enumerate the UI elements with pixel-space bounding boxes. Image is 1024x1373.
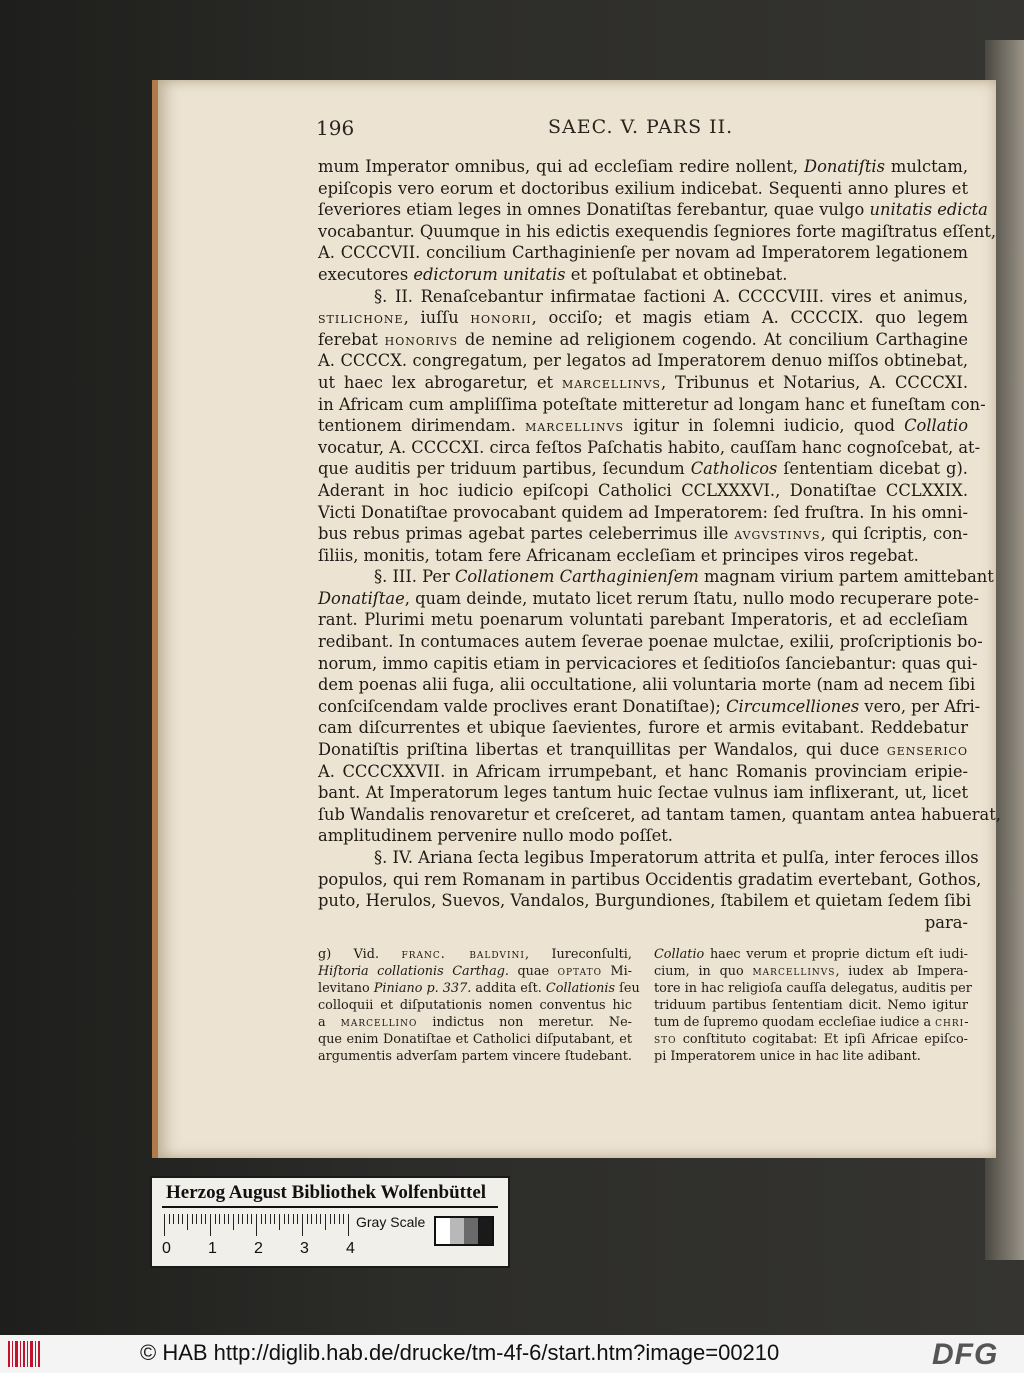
body-line bbox=[318, 739, 968, 761]
text-run: para- bbox=[924, 912, 968, 932]
text-run: ſententiam dicebat g). bbox=[777, 459, 968, 479]
italic-term: Collatio bbox=[904, 416, 968, 436]
text-run: mum Imperator omnibus, qui ad eccleſiam redire nollent, bbox=[318, 157, 805, 176]
fn-right-line bbox=[654, 997, 968, 1014]
text-run: et poſtulabat et obtinebat. bbox=[565, 264, 788, 284]
text-run: conſciſcendam valde proclives erant Donatiſtae); bbox=[318, 696, 727, 716]
italic-term: edictorum unitatis bbox=[413, 264, 566, 284]
ruler-tick bbox=[196, 1214, 197, 1224]
body-line bbox=[318, 847, 979, 869]
body-line bbox=[318, 653, 978, 675]
body-line bbox=[318, 545, 968, 567]
barcode-bar bbox=[30, 1341, 33, 1367]
text-run: tentionem dirimendam. bbox=[318, 416, 526, 436]
body-line bbox=[318, 286, 968, 308]
text-run: §. IV. Ariana ſecta legibus Imperatorum attrita et pulſa, inter feroces illos bbox=[374, 848, 979, 867]
text-run: A. CCCCXXVII. in Africam irrumpebant, et hanc Romanis provinciam eripie- bbox=[318, 761, 968, 781]
fn-right-line bbox=[654, 1031, 968, 1048]
ruler-tick bbox=[293, 1214, 294, 1224]
body-line bbox=[318, 869, 982, 891]
text-run: populos, qui rem Romanam in partibus Occidentis gradatim evertebant, Gothos, bbox=[318, 869, 982, 889]
text-run: cium, in quo bbox=[654, 964, 753, 979]
ruler-tick bbox=[348, 1214, 349, 1236]
dfg-logo: DFG bbox=[932, 1338, 999, 1371]
body-line bbox=[318, 502, 968, 524]
text-run: , occiſo; et magis etiam A. CCCCIX. quo legem bbox=[531, 308, 968, 328]
body-line bbox=[318, 890, 972, 912]
ruler-tick bbox=[261, 1214, 262, 1224]
text-run: tore in hac religioſa cauſſa delegatus, auditis per bbox=[654, 981, 972, 996]
ruler-tick bbox=[297, 1214, 298, 1224]
body-line bbox=[318, 178, 968, 200]
text-run: triduum partibus ſententiam dicit. Nemo igitur bbox=[654, 998, 968, 1013]
ruler-tick bbox=[219, 1214, 220, 1224]
body-line bbox=[318, 674, 976, 696]
gray-swatch bbox=[436, 1218, 450, 1244]
gray-swatch bbox=[464, 1218, 478, 1244]
ruler-tick bbox=[284, 1214, 285, 1224]
text-run: pi Imperatorem unice in hac lite adibant. bbox=[654, 1049, 921, 1064]
text-run: conſtituto cogitabat: Et ipſi Africae epiſco- bbox=[676, 1032, 968, 1047]
italic-term: Collationem Carthaginienſem bbox=[454, 567, 699, 587]
ruler-tick bbox=[339, 1214, 340, 1224]
ruler-tick bbox=[178, 1214, 179, 1224]
text-run: igitur in ſolemni iudicio, quod bbox=[624, 416, 905, 436]
text-run: bus rebus primas agebat partes celeberrimus ille bbox=[318, 524, 735, 544]
text-run: ferebat bbox=[318, 329, 385, 349]
body-line bbox=[318, 523, 968, 545]
page-header bbox=[158, 116, 996, 144]
italic-term: Piniano p. 337. bbox=[373, 981, 472, 996]
body-line bbox=[318, 480, 968, 502]
gray-scale-label: Gray Scale bbox=[356, 1214, 426, 1230]
ruler-tick bbox=[201, 1214, 202, 1224]
ruler-tick bbox=[210, 1214, 211, 1236]
italic-term: Donatiſtae bbox=[318, 588, 405, 608]
italic-term: Hiſtoria collationis Carthag. bbox=[318, 964, 509, 979]
fn-right-line bbox=[654, 946, 968, 963]
text-run: colloquii et diſputationis nomen conventus hic bbox=[318, 998, 632, 1013]
ruler-tick bbox=[215, 1214, 216, 1224]
text-run: Aderant in hoc iudicio epiſcopi Catholici CCLXXXVI., Donatiſtae CCLXXIX. bbox=[318, 480, 968, 500]
body-line bbox=[318, 804, 1001, 826]
text-run: Victi Donatiſtae provocabant quidem ad Imperatorem: ſed fruſtra. In his omni- bbox=[318, 502, 968, 522]
italic-term: Collationis bbox=[545, 981, 616, 996]
text-run: norum, immo capitis etiam in pervicaciores et ſeditioſos ſanciebantur: quas qui- bbox=[318, 653, 978, 673]
text-run: haec verum et proprie dictum eſt iudi- bbox=[704, 947, 968, 962]
text-run: de nemine ad religionem cogendo. At concilium Carthagine bbox=[458, 329, 968, 349]
body-line bbox=[318, 394, 986, 416]
text-run: mulctam, bbox=[884, 157, 968, 176]
text-run: amplitudinem pervenire nullo modo poſſet. bbox=[318, 826, 673, 846]
text-run: que enim Donatiſtae et Catholici diſputabant, et bbox=[318, 1032, 632, 1047]
small-caps-name: avgvstinvs bbox=[734, 524, 821, 544]
ruler-tick bbox=[302, 1214, 303, 1236]
body-line bbox=[318, 199, 988, 221]
body-line bbox=[318, 437, 981, 459]
ruler-tick bbox=[288, 1214, 289, 1224]
ruler-tick bbox=[242, 1214, 243, 1224]
ruler-number: 1 bbox=[208, 1240, 217, 1257]
text-run: ſeu bbox=[615, 981, 640, 996]
text-run: dem poenas alii fuga, alii occultatione, alii voluntaria morte (nam ad necem ſibi bbox=[318, 675, 976, 695]
ruler-tick bbox=[256, 1214, 257, 1236]
text-run: , Tribunus et Notarius, A. CCCCXI. bbox=[660, 372, 968, 392]
gray-swatch bbox=[450, 1218, 464, 1244]
text-run: rant. Plurimi metu poenarum voluntati parebant Imperatoris, et ad eccleſiam bbox=[318, 610, 968, 630]
card-divider bbox=[162, 1206, 498, 1208]
small-caps-name: marcellino bbox=[340, 1015, 418, 1030]
text-run: Donatiſtis priſtina libertas et tranquillitas per Wandalos, qui duce bbox=[318, 740, 887, 760]
ruler-number: 2 bbox=[254, 1240, 263, 1257]
text-run: vero, per Afri- bbox=[859, 696, 981, 716]
ruler-tick bbox=[265, 1214, 266, 1224]
scale-card bbox=[150, 1176, 510, 1268]
barcode-bar bbox=[35, 1341, 36, 1367]
body-line bbox=[318, 264, 968, 286]
text-run: argumentis adverſam partem vincere ſtudebant. bbox=[318, 1049, 632, 1064]
body-line bbox=[318, 221, 997, 243]
ruler-number: 4 bbox=[346, 1240, 355, 1257]
body-line bbox=[318, 458, 968, 480]
text-run: A. CCCCVII. concilium Carthaginienſe per novam ad Imperatorem legationem bbox=[318, 243, 968, 263]
text-run: vocabantur. Quumque in his edictis exequendis ſegniores forte magiſtratus eſſent, bbox=[318, 221, 997, 241]
small-caps-name: stilichone bbox=[318, 308, 404, 328]
text-run: que auditis per triduum partibus, ſecundum bbox=[318, 459, 691, 479]
small-caps-name: optato bbox=[557, 964, 602, 979]
body-text bbox=[318, 156, 1001, 933]
text-run: , iudex ab Impera- bbox=[835, 964, 968, 979]
ruler-tick bbox=[182, 1214, 183, 1224]
italic-term: Circumcelliones bbox=[726, 696, 860, 716]
italic-term: unitatis edicta bbox=[869, 200, 988, 220]
fn-right-line bbox=[654, 980, 972, 997]
small-caps-name: genserico bbox=[886, 740, 968, 760]
small-caps-name: honorii bbox=[470, 308, 532, 328]
body-line bbox=[318, 696, 981, 718]
ruler-number: 3 bbox=[300, 1240, 309, 1257]
text-run: quae bbox=[509, 964, 558, 979]
hab-barcode-icon bbox=[8, 1341, 42, 1367]
gray-swatch bbox=[478, 1218, 492, 1244]
fn-left-line bbox=[318, 963, 632, 980]
body-line bbox=[318, 329, 968, 351]
gray-scale-swatches bbox=[434, 1216, 494, 1246]
text-run: ut haec lex abrogaretur, et bbox=[318, 372, 562, 392]
text-run: ſiliis, monitis, totam fere Africanam eccleſiam et principes viros regebat. bbox=[318, 545, 919, 565]
fn-left-line bbox=[318, 1014, 632, 1031]
ruler-ticks bbox=[164, 1214, 354, 1236]
body-line bbox=[318, 307, 968, 329]
text-run: §. III. Per bbox=[374, 567, 455, 587]
text-run: levitano bbox=[318, 981, 374, 996]
small-caps-name: franc. baldvini bbox=[401, 947, 525, 962]
text-run: addita eſt. bbox=[471, 981, 546, 996]
library-name: Herzog August Bibliothek Wolfenbüttel bbox=[166, 1182, 487, 1203]
ruler-tick bbox=[279, 1214, 280, 1230]
small-caps-name: marcellinvs bbox=[525, 416, 625, 436]
body-line bbox=[318, 825, 968, 847]
fn-left-line bbox=[318, 997, 632, 1014]
ruler-tick bbox=[334, 1214, 335, 1224]
text-run: g) Vid. bbox=[318, 947, 402, 962]
text-run: tum de ſupremo quodam eccleſiae iudice a bbox=[654, 1015, 936, 1030]
text-run: vocatur, A. CCCCXI. circa feſtos Paſchatis habito, cauſſam hanc cognoſcebat, at- bbox=[318, 437, 981, 457]
ruler-tick bbox=[205, 1214, 206, 1224]
body-line bbox=[318, 588, 980, 610]
ruler-number: 0 bbox=[162, 1240, 171, 1257]
barcode-bar bbox=[12, 1341, 13, 1367]
body-line bbox=[318, 242, 968, 264]
barcode-bar bbox=[38, 1341, 40, 1367]
small-caps-name: chri- bbox=[935, 1015, 970, 1030]
text-run: bant. At Imperatorum leges tantum huic ſectae vulnus iam inflixerant, ut, licet bbox=[318, 783, 968, 803]
italic-term: Donatiſtis bbox=[804, 157, 885, 176]
body-line bbox=[318, 156, 968, 178]
body-line bbox=[318, 350, 968, 372]
text-run: Mi- bbox=[601, 964, 632, 979]
fn-right-line bbox=[654, 963, 968, 980]
text-run: epiſcopis vero eorum et doctoribus exilium indicebat. Sequenti anno plures et bbox=[318, 178, 968, 198]
ruler-tick bbox=[325, 1214, 326, 1230]
ruler-tick bbox=[187, 1214, 188, 1230]
text-run: magnam virium partem amittebant bbox=[698, 567, 994, 587]
ruler-tick bbox=[343, 1214, 344, 1224]
ruler-tick bbox=[238, 1214, 239, 1224]
ruler-tick bbox=[247, 1214, 248, 1224]
footnote-column-left bbox=[318, 946, 640, 1065]
ruler-tick bbox=[224, 1214, 225, 1224]
book-page bbox=[152, 80, 1001, 1158]
italic-term: Collatio bbox=[654, 947, 705, 962]
ruler-tick bbox=[192, 1214, 193, 1224]
body-line bbox=[318, 609, 968, 631]
barcode-bar bbox=[20, 1341, 21, 1367]
fn-right-line bbox=[654, 1014, 968, 1031]
ruler-tick bbox=[274, 1214, 275, 1224]
fn-right-line bbox=[654, 1048, 968, 1065]
ruler-tick bbox=[311, 1214, 312, 1224]
fn-left-line bbox=[318, 980, 640, 997]
footnotes bbox=[318, 946, 972, 1096]
ruler-tick bbox=[233, 1214, 234, 1230]
body-line bbox=[318, 782, 968, 804]
body-line bbox=[318, 912, 968, 934]
small-caps-name: marcellinvs bbox=[561, 372, 661, 392]
barcode-bar bbox=[27, 1341, 28, 1367]
ruler-numbers bbox=[162, 1240, 362, 1260]
small-caps-name: honorivs bbox=[384, 329, 458, 349]
ruler-tick bbox=[169, 1214, 170, 1224]
text-run: A. CCCCX. congregatum, per legatos ad Imperatorem denuo miſſos obtinebat, bbox=[318, 351, 968, 371]
ruler-tick bbox=[316, 1214, 317, 1224]
body-line bbox=[318, 415, 968, 437]
body-line bbox=[318, 761, 968, 783]
text-run: ſeveriores etiam leges in omnes Donatiſtas ferebantur, quae vulgo bbox=[318, 200, 870, 220]
footnote-column-right bbox=[654, 946, 972, 1065]
text-run: redibant. In contumaces autem ſeverae poenae mulctae, exilii, proſcriptionis bo- bbox=[318, 632, 983, 652]
text-run: puto, Herulos, Suevos, Vandalos, Burgundiones, ſtabilem et quietam ſedem ſibi bbox=[318, 891, 972, 911]
barcode-bar bbox=[23, 1341, 25, 1367]
ruler-tick bbox=[164, 1214, 165, 1236]
footer-bar bbox=[0, 1335, 1024, 1373]
ruler-tick bbox=[173, 1214, 174, 1224]
body-line bbox=[318, 566, 994, 588]
body-line bbox=[318, 631, 983, 653]
ruler-tick bbox=[251, 1214, 252, 1224]
small-caps-name: marcellinvs bbox=[752, 964, 836, 979]
page-number: 196 bbox=[316, 116, 355, 140]
text-run: executores bbox=[318, 264, 414, 284]
running-head: SAEC. V. PARS II. bbox=[548, 116, 734, 138]
copyright-url-link[interactable]: © HAB http://diglib.hab.de/drucke/tm-4f-6/start.htm?image=00210 bbox=[140, 1340, 780, 1365]
barcode-bar bbox=[15, 1341, 18, 1367]
body-line bbox=[318, 717, 968, 739]
ruler-tick bbox=[228, 1214, 229, 1224]
ruler-tick bbox=[307, 1214, 308, 1224]
ruler-tick bbox=[270, 1214, 271, 1224]
body-line bbox=[318, 372, 968, 394]
text-run: cam diſcurrentes et ubique ſaevientes, furore et armis evitabant. Reddebatur bbox=[318, 718, 968, 738]
italic-term: Catholicos bbox=[690, 459, 778, 479]
ruler-tick bbox=[320, 1214, 321, 1224]
text-run: , quam deinde, mutato licet rerum ſtatu, nullo modo recuperare pote- bbox=[404, 588, 980, 608]
text-run: indictus non meretur. Ne- bbox=[417, 1015, 633, 1030]
small-caps-name: sto bbox=[654, 1032, 677, 1047]
text-run: , qui ſcriptis, con- bbox=[820, 524, 968, 544]
text-run: ſub Wandalis renovaretur et creſceret, ad tantam tamen, quantam antea habuerat, bbox=[318, 804, 1001, 824]
fn-left-line bbox=[318, 1048, 632, 1065]
text-run: a bbox=[318, 1015, 341, 1030]
fn-left-line bbox=[318, 946, 632, 963]
text-run: in Africam cum ampliſſima poteſtate mitteretur ad longam hanc et funeſtam con- bbox=[318, 394, 986, 414]
fn-left-line bbox=[318, 1031, 632, 1048]
text-run: §. II. Renaſcebantur infirmatae factioni A. CCCCVIII. vires et animus, bbox=[374, 286, 968, 306]
text-run: , iuſſu bbox=[403, 308, 471, 328]
text-run: , Iureconſulti, bbox=[524, 947, 632, 962]
ruler-tick bbox=[330, 1214, 331, 1224]
barcode-bar bbox=[8, 1341, 10, 1367]
